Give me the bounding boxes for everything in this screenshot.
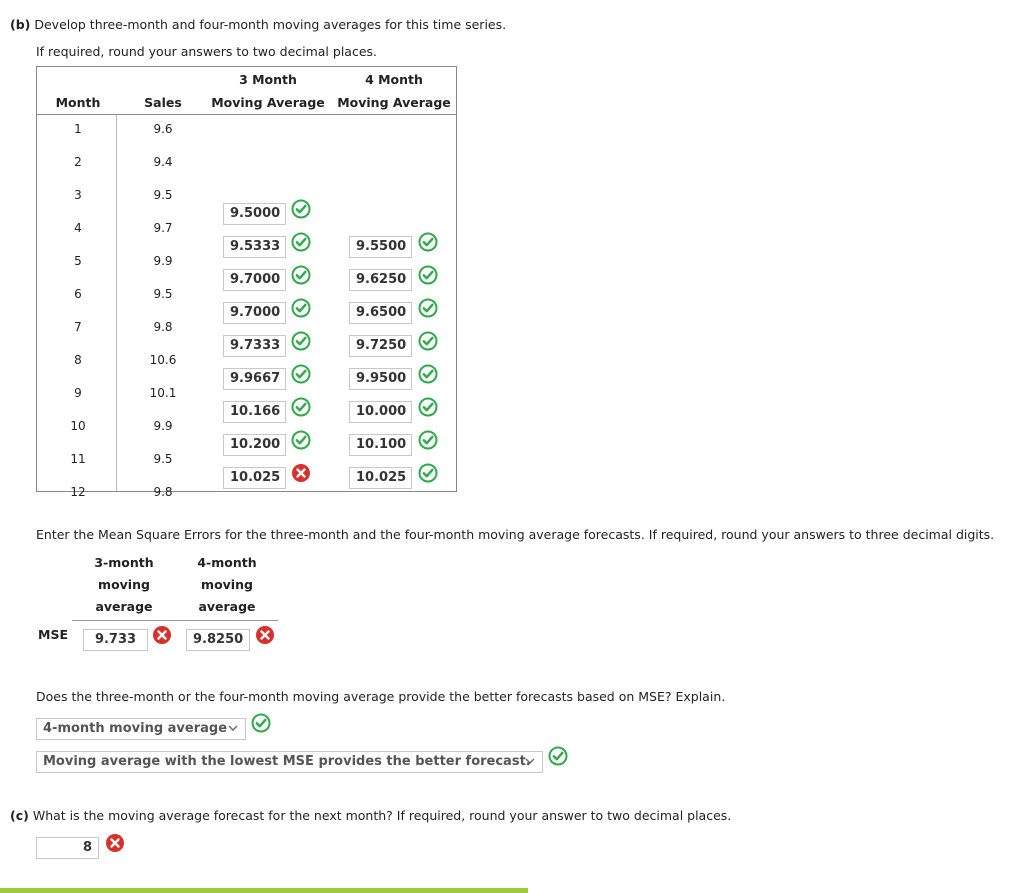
ma4-input[interactable]: 10.025 — [349, 467, 412, 489]
better-reason-value: Moving average with the lowest MSE provides the better forecast. — [43, 754, 531, 769]
month-cell: 4 — [74, 221, 82, 235]
part-b-instruction: If required, round your answers to two decimal places. — [36, 44, 377, 59]
part-c-label: (c) — [10, 808, 29, 823]
mse-3month-input[interactable]: 9.733 — [83, 629, 148, 651]
month-cell: 1 — [74, 122, 82, 136]
ma3-input[interactable]: 9.7000 — [223, 302, 286, 324]
chevron-down-icon — [227, 722, 239, 734]
check-circle-icon — [418, 265, 438, 285]
ma4-input[interactable]: 9.9500 — [349, 368, 412, 390]
x-circle-icon — [255, 625, 275, 645]
check-circle-icon — [291, 397, 311, 417]
check-circle-icon — [418, 364, 438, 384]
check-circle-icon — [291, 298, 311, 318]
check-circle-icon — [291, 364, 311, 384]
check-circle-icon — [418, 397, 438, 417]
ma4-input[interactable]: 9.6250 — [349, 269, 412, 291]
month-cell: 9 — [74, 386, 82, 400]
month-cell: 12 — [70, 485, 86, 499]
header-ma3-line1: 3 Month — [239, 72, 297, 87]
sales-cell: 9.4 — [153, 155, 173, 169]
month-cell: 5 — [74, 254, 82, 268]
check-circle-icon — [291, 430, 311, 450]
ma3-input[interactable]: 10.025 — [223, 467, 286, 489]
check-circle-icon — [291, 331, 311, 351]
mse-col4-line3: average — [198, 599, 256, 614]
ma3-input[interactable]: 9.9667 — [223, 368, 286, 390]
mse-row-label: MSE — [38, 627, 68, 642]
mse-col4-header — [176, 552, 278, 618]
mse-col3-header — [72, 552, 176, 618]
month-cell: 8 — [74, 353, 82, 367]
ma3-input[interactable]: 9.5333 — [223, 236, 286, 258]
mse-prompt: Enter the Mean Square Errors for the three-month and the four-month moving average forecasts. If required, round your answers to three decimal digits. — [36, 527, 995, 542]
x-circle-icon — [291, 463, 311, 483]
ma3-input[interactable]: 10.200 — [223, 434, 286, 456]
check-circle-icon — [418, 463, 438, 483]
mse-4month-input[interactable]: 9.8250 — [186, 629, 250, 651]
header-ma4-line1: 4 Month — [365, 72, 423, 87]
ma4-input[interactable]: 10.000 — [349, 401, 412, 423]
header-month: Month — [55, 95, 101, 110]
sales-cell: 9.7 — [153, 221, 173, 235]
mse-col4-line2: moving — [201, 577, 253, 592]
part-c-question — [10, 808, 731, 823]
check-circle-icon — [251, 713, 271, 733]
chevron-down-icon — [524, 755, 536, 767]
better-forecast-prompt: Does the three-month or the four-month moving average provide the better forecasts based on MSE? Explain. — [36, 689, 726, 704]
sales-cell: 10.6 — [149, 353, 177, 367]
mse-col3-line1: 3-month — [94, 555, 154, 570]
better-method-value: 4-month moving average — [43, 721, 228, 736]
sales-cell: 9.9 — [153, 419, 173, 433]
month-cell: 3 — [74, 188, 82, 202]
sales-cell: 9.9 — [153, 254, 173, 268]
sales-cell: 9.5 — [153, 188, 173, 202]
better-method-select[interactable] — [36, 718, 246, 740]
header-ma4-line2: Moving Average — [337, 95, 451, 110]
mse-col3-line3: average — [95, 599, 153, 614]
sales-cell: 9.8 — [153, 320, 173, 334]
ma3-input[interactable]: 9.7000 — [223, 269, 286, 291]
part-b-prompt: Develop three-month and four-month moving averages for this time series. — [34, 17, 507, 32]
x-circle-icon — [152, 625, 172, 645]
check-circle-icon — [548, 746, 568, 766]
month-cell: 10 — [70, 419, 86, 433]
check-circle-icon — [418, 430, 438, 450]
sales-cell: 9.6 — [153, 122, 173, 136]
part-b-question — [10, 17, 506, 32]
month-cell: 6 — [74, 287, 82, 301]
ma4-input[interactable]: 9.5500 — [349, 236, 412, 258]
part-b-label: (b) — [10, 17, 31, 32]
x-circle-icon — [105, 833, 125, 853]
check-circle-icon — [418, 232, 438, 252]
check-circle-icon — [291, 232, 311, 252]
check-circle-icon — [291, 199, 311, 219]
month-cell: 11 — [70, 452, 86, 466]
header-sales: Sales — [144, 95, 182, 110]
ma4-input[interactable]: 9.7250 — [349, 335, 412, 357]
check-circle-icon — [291, 265, 311, 285]
ma3-input[interactable]: 9.7333 — [223, 335, 286, 357]
progress-bar — [0, 888, 528, 893]
header-ma3-line2: Moving Average — [211, 95, 325, 110]
ma3-input[interactable]: 9.5000 — [223, 203, 286, 225]
table-header-divider — [37, 114, 456, 115]
mse-col4-line1: 4-month — [197, 555, 257, 570]
sales-cell: 9.5 — [153, 452, 173, 466]
check-circle-icon — [418, 331, 438, 351]
sales-cell: 9.8 — [153, 485, 173, 499]
mse-header-divider — [72, 620, 278, 621]
month-cell: 2 — [74, 155, 82, 169]
next-month-forecast-input[interactable]: 8 — [36, 837, 99, 859]
table-month-divider — [116, 115, 117, 491]
ma3-input[interactable]: 10.166 — [223, 401, 286, 423]
sales-cell: 10.1 — [149, 386, 177, 400]
ma4-input[interactable]: 9.6500 — [349, 302, 412, 324]
month-cell: 7 — [74, 320, 82, 334]
better-reason-select[interactable] — [36, 751, 543, 773]
check-circle-icon — [418, 298, 438, 318]
ma4-input[interactable]: 10.100 — [349, 434, 412, 456]
sales-cell: 9.5 — [153, 287, 173, 301]
mse-col3-line2: moving — [98, 577, 150, 592]
part-c-prompt: What is the moving average forecast for the next month? If required, round your answer to two decimal places. — [32, 808, 732, 823]
